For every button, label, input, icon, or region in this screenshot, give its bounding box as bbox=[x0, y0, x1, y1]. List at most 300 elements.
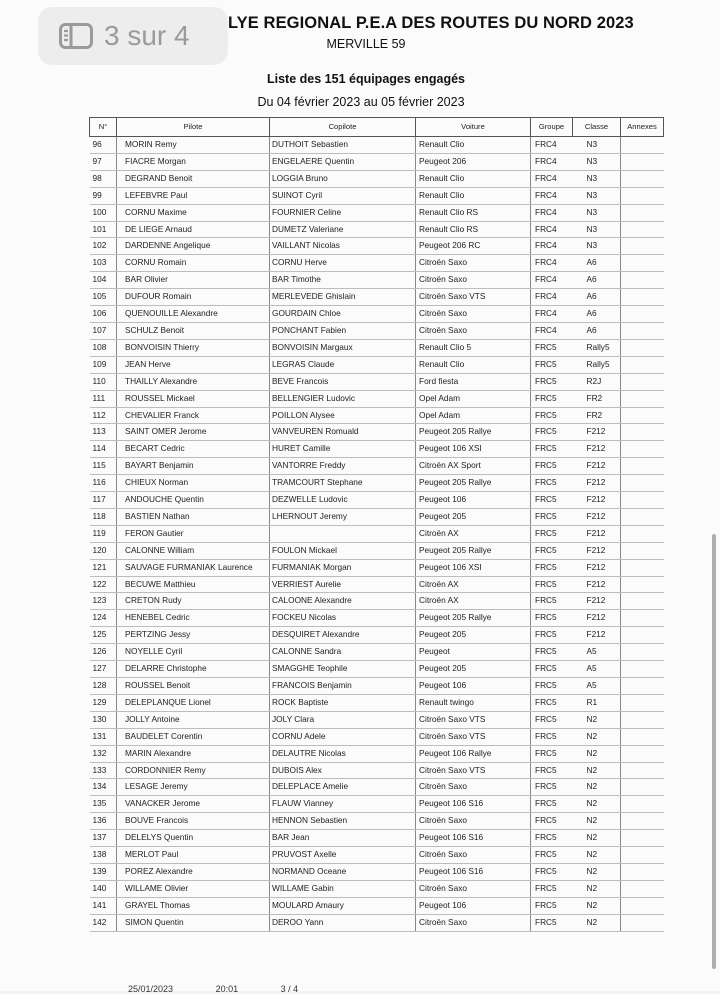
table-row bbox=[90, 441, 664, 458]
cell-copilote: MOULARD Amaury bbox=[270, 897, 416, 914]
cell-number: 107 bbox=[90, 322, 117, 339]
cell-pilote: BECART Cedric bbox=[117, 441, 270, 458]
cell-voiture: Peugeot 106 S16 bbox=[416, 830, 531, 847]
table-row bbox=[90, 238, 664, 255]
cell-annexes bbox=[621, 221, 664, 238]
table-row bbox=[90, 779, 664, 796]
cell-number: 110 bbox=[90, 373, 117, 390]
cell-copilote: NORMAND Oceane bbox=[270, 863, 416, 880]
cell-copilote bbox=[270, 525, 416, 542]
cell-copilote: PRUVOST Axelle bbox=[270, 847, 416, 864]
cell-annexes bbox=[621, 914, 664, 931]
cell-copilote: WILLAME Gabin bbox=[270, 880, 416, 897]
cell-classe: A6 bbox=[573, 272, 621, 289]
cell-number: 138 bbox=[90, 847, 117, 864]
cell-groupe: FRC5 bbox=[531, 390, 573, 407]
cell-voiture: Peugeot 106 XSI bbox=[416, 559, 531, 576]
page-indicator-badge[interactable] bbox=[38, 7, 228, 65]
cell-annexes bbox=[621, 610, 664, 627]
cell-number: 124 bbox=[90, 610, 117, 627]
cell-classe: Rally5 bbox=[573, 356, 621, 373]
cell-classe: N3 bbox=[573, 170, 621, 187]
cell-copilote: PONCHANT Fabien bbox=[270, 322, 416, 339]
table-row bbox=[90, 508, 664, 525]
cell-voiture: Citroën AX bbox=[416, 525, 531, 542]
cell-annexes bbox=[621, 170, 664, 187]
cell-voiture: Citroën Saxo VTS bbox=[416, 711, 531, 728]
cell-annexes bbox=[621, 390, 664, 407]
cell-copilote: FURMANIAK Morgan bbox=[270, 559, 416, 576]
table-row bbox=[90, 559, 664, 576]
cell-copilote: SUINOT Cyril bbox=[270, 187, 416, 204]
cell-annexes bbox=[621, 796, 664, 813]
cell-annexes bbox=[621, 678, 664, 695]
cell-pilote: NOYELLE Cyril bbox=[117, 644, 270, 661]
cell-classe: N2 bbox=[573, 880, 621, 897]
cell-classe: F212 bbox=[573, 492, 621, 509]
cell-voiture: Peugeot 205 bbox=[416, 661, 531, 678]
cell-number: 135 bbox=[90, 796, 117, 813]
table-row bbox=[90, 610, 664, 627]
cell-annexes bbox=[621, 508, 664, 525]
table-row bbox=[90, 694, 664, 711]
cell-number: 111 bbox=[90, 390, 117, 407]
cell-pilote: HENEBEL Cedric bbox=[117, 610, 270, 627]
table-row bbox=[90, 289, 664, 306]
cell-groupe: FRC5 bbox=[531, 880, 573, 897]
list-title: Liste des 151 équipages engagés bbox=[267, 72, 465, 86]
cell-number: 125 bbox=[90, 627, 117, 644]
cell-groupe: FRC5 bbox=[531, 559, 573, 576]
table-row bbox=[90, 796, 664, 813]
cell-pilote: DARDENNE Angelique bbox=[117, 238, 270, 255]
page-indicator-text: 3 sur 4 bbox=[104, 20, 190, 51]
cell-number: 127 bbox=[90, 661, 117, 678]
table-row bbox=[90, 644, 664, 661]
column-header-pilote: Pilote bbox=[117, 118, 270, 137]
table-row bbox=[90, 711, 664, 728]
cell-annexes bbox=[621, 711, 664, 728]
cell-pilote: BAYART Benjamin bbox=[117, 458, 270, 475]
cell-number: 129 bbox=[90, 694, 117, 711]
cell-voiture: Peugeot 106 S16 bbox=[416, 796, 531, 813]
footer-time: 20:01 bbox=[215, 984, 239, 994]
cell-voiture: Citroën AX bbox=[416, 576, 531, 593]
cell-groupe: FRC5 bbox=[531, 914, 573, 931]
table-row bbox=[90, 830, 664, 847]
table-row bbox=[90, 593, 664, 610]
cell-number: 99 bbox=[90, 187, 117, 204]
cell-pilote: MORIN Remy bbox=[117, 137, 270, 154]
cell-copilote: CALOONE Alexandre bbox=[270, 593, 416, 610]
cell-voiture: Citroën Saxo bbox=[416, 255, 531, 272]
cell-number: 112 bbox=[90, 407, 117, 424]
footer-page: 3 / 4 bbox=[280, 984, 299, 994]
cell-copilote: LEGRAS Claude bbox=[270, 356, 416, 373]
cell-pilote: CHIEUX Norman bbox=[117, 475, 270, 492]
cell-number: 100 bbox=[90, 204, 117, 221]
column-header-copilote: Copilote bbox=[270, 118, 416, 137]
cell-pilote: LESAGE Jeremy bbox=[117, 779, 270, 796]
table-row bbox=[90, 221, 664, 238]
cell-classe: F212 bbox=[573, 627, 621, 644]
cell-annexes bbox=[621, 728, 664, 745]
cell-classe: FR2 bbox=[573, 390, 621, 407]
cell-number: 101 bbox=[90, 221, 117, 238]
cell-annexes bbox=[621, 272, 664, 289]
cell-annexes bbox=[621, 863, 664, 880]
scrollbar[interactable] bbox=[712, 534, 716, 969]
cell-voiture: Peugeot 205 Rallye bbox=[416, 475, 531, 492]
cell-annexes bbox=[621, 289, 664, 306]
column-header-classe: Classe bbox=[573, 118, 621, 137]
cell-number: 116 bbox=[90, 475, 117, 492]
table-row bbox=[90, 576, 664, 593]
cell-classe: N3 bbox=[573, 238, 621, 255]
cell-annexes bbox=[621, 661, 664, 678]
cell-voiture: Peugeot 205 bbox=[416, 627, 531, 644]
cell-classe: A5 bbox=[573, 644, 621, 661]
cell-groupe: FRC5 bbox=[531, 593, 573, 610]
cell-number: 105 bbox=[90, 289, 117, 306]
cell-copilote: FOULON Mickael bbox=[270, 542, 416, 559]
cell-groupe: FRC5 bbox=[531, 339, 573, 356]
cell-pilote: PERTZING Jessy bbox=[117, 627, 270, 644]
cell-copilote: VANVEUREN Romuald bbox=[270, 424, 416, 441]
cell-groupe: FRC5 bbox=[531, 745, 573, 762]
cell-classe: N2 bbox=[573, 813, 621, 830]
page-footer bbox=[128, 984, 338, 994]
cell-groupe: FRC4 bbox=[531, 289, 573, 306]
cell-number: 134 bbox=[90, 779, 117, 796]
cell-classe: N3 bbox=[573, 204, 621, 221]
cell-number: 113 bbox=[90, 424, 117, 441]
cell-pilote: CORNU Romain bbox=[117, 255, 270, 272]
cell-groupe: FRC5 bbox=[531, 830, 573, 847]
table-row bbox=[90, 424, 664, 441]
table-row bbox=[90, 339, 664, 356]
cell-classe: A6 bbox=[573, 306, 621, 323]
cell-copilote: TRAMCOURT Stephane bbox=[270, 475, 416, 492]
cell-voiture: Peugeot 206 bbox=[416, 153, 531, 170]
cell-number: 141 bbox=[90, 897, 117, 914]
table-row bbox=[90, 492, 664, 509]
cell-number: 108 bbox=[90, 339, 117, 356]
cell-copilote: MERLEVEDE Ghislain bbox=[270, 289, 416, 306]
cell-classe: F212 bbox=[573, 458, 621, 475]
cell-pilote: CORNU Maxime bbox=[117, 204, 270, 221]
cell-annexes bbox=[621, 762, 664, 779]
table-header-row bbox=[90, 118, 664, 137]
cell-classe: N2 bbox=[573, 762, 621, 779]
cell-number: 106 bbox=[90, 306, 117, 323]
cell-voiture: Peugeot 106 bbox=[416, 897, 531, 914]
cell-copilote: SMAGGHE Teophile bbox=[270, 661, 416, 678]
table-row bbox=[90, 813, 664, 830]
cell-voiture: Peugeot bbox=[416, 644, 531, 661]
cell-number: 115 bbox=[90, 458, 117, 475]
cell-copilote: JOLY Clara bbox=[270, 711, 416, 728]
cell-groupe: FRC5 bbox=[531, 356, 573, 373]
cell-number: 121 bbox=[90, 559, 117, 576]
cell-classe: A5 bbox=[573, 678, 621, 695]
cell-groupe: FRC4 bbox=[531, 272, 573, 289]
cell-groupe: FRC5 bbox=[531, 711, 573, 728]
cell-groupe: FRC5 bbox=[531, 373, 573, 390]
cell-annexes bbox=[621, 373, 664, 390]
cell-groupe: FRC5 bbox=[531, 779, 573, 796]
cell-pilote: LEFEBVRE Paul bbox=[117, 187, 270, 204]
cell-classe: N2 bbox=[573, 847, 621, 864]
cell-pilote: ANDOUCHE Quentin bbox=[117, 492, 270, 509]
cell-classe: F212 bbox=[573, 593, 621, 610]
cell-voiture: Peugeot 206 RC bbox=[416, 238, 531, 255]
cell-number: 118 bbox=[90, 508, 117, 525]
cell-copilote: BAR Timothe bbox=[270, 272, 416, 289]
cell-copilote: LHERNOUT Jeremy bbox=[270, 508, 416, 525]
cell-number: 122 bbox=[90, 576, 117, 593]
cell-voiture: Renault Clio bbox=[416, 356, 531, 373]
cell-annexes bbox=[621, 356, 664, 373]
cell-copilote: CORNU Adele bbox=[270, 728, 416, 745]
cell-pilote: BONVOISIN Thierry bbox=[117, 339, 270, 356]
table-row bbox=[90, 847, 664, 864]
cell-voiture: Renault Clio RS bbox=[416, 221, 531, 238]
cell-classe: A6 bbox=[573, 255, 621, 272]
cell-annexes bbox=[621, 492, 664, 509]
cell-annexes bbox=[621, 897, 664, 914]
cell-voiture: Citroën Saxo bbox=[416, 914, 531, 931]
cell-classe: N2 bbox=[573, 796, 621, 813]
cell-pilote: SAUVAGE FURMANIAK Laurence bbox=[117, 559, 270, 576]
cell-classe: N2 bbox=[573, 863, 621, 880]
cell-voiture: Citroën Saxo bbox=[416, 306, 531, 323]
table-row bbox=[90, 322, 664, 339]
cell-copilote: BEVE Francois bbox=[270, 373, 416, 390]
cell-voiture: Renault twingo bbox=[416, 694, 531, 711]
cell-classe: F212 bbox=[573, 475, 621, 492]
cell-annexes bbox=[621, 525, 664, 542]
cell-voiture: Citroën AX Sport bbox=[416, 458, 531, 475]
cell-number: 142 bbox=[90, 914, 117, 931]
cell-voiture: Renault Clio RS bbox=[416, 204, 531, 221]
cell-groupe: FRC5 bbox=[531, 508, 573, 525]
cell-pilote: THAILLY Alexandre bbox=[117, 373, 270, 390]
cell-annexes bbox=[621, 830, 664, 847]
cell-annexes bbox=[621, 204, 664, 221]
cell-groupe: FRC5 bbox=[531, 728, 573, 745]
cell-pilote: BOUVE Francois bbox=[117, 813, 270, 830]
cell-voiture: Peugeot 106 XSI bbox=[416, 441, 531, 458]
cell-groupe: FRC5 bbox=[531, 475, 573, 492]
cell-groupe: FRC5 bbox=[531, 458, 573, 475]
cell-number: 132 bbox=[90, 745, 117, 762]
cell-annexes bbox=[621, 322, 664, 339]
cell-voiture: Renault Clio 5 bbox=[416, 339, 531, 356]
cell-number: 114 bbox=[90, 441, 117, 458]
cell-voiture: Renault Clio bbox=[416, 187, 531, 204]
column-header-annexes: Annexes bbox=[621, 118, 664, 137]
cell-voiture: Opel Adam bbox=[416, 390, 531, 407]
table-row bbox=[90, 373, 664, 390]
cell-pilote: MERLOT Paul bbox=[117, 847, 270, 864]
cell-pilote: ROUSSEL Mickael bbox=[117, 390, 270, 407]
cell-annexes bbox=[621, 542, 664, 559]
table-row bbox=[90, 356, 664, 373]
cell-pilote: DELEPLANQUE Lionel bbox=[117, 694, 270, 711]
table-row bbox=[90, 880, 664, 897]
cell-pilote: DELARRE Christophe bbox=[117, 661, 270, 678]
table-row bbox=[90, 255, 664, 272]
cell-number: 139 bbox=[90, 863, 117, 880]
cell-classe: A5 bbox=[573, 661, 621, 678]
table-row bbox=[90, 897, 664, 914]
cell-classe: N2 bbox=[573, 914, 621, 931]
cell-classe: A6 bbox=[573, 289, 621, 306]
cell-pilote: CORDONNIER Remy bbox=[117, 762, 270, 779]
cell-pilote: DELELYS Quentin bbox=[117, 830, 270, 847]
cell-number: 97 bbox=[90, 153, 117, 170]
cell-groupe: FRC5 bbox=[531, 525, 573, 542]
cell-pilote: SAINT OMER Jerome bbox=[117, 424, 270, 441]
cell-voiture: Peugeot 205 bbox=[416, 508, 531, 525]
cell-classe: R1 bbox=[573, 694, 621, 711]
cell-number: 123 bbox=[90, 593, 117, 610]
cell-voiture: Peugeot 106 bbox=[416, 492, 531, 509]
cell-copilote: HENNON Sebastien bbox=[270, 813, 416, 830]
cell-number: 136 bbox=[90, 813, 117, 830]
cell-classe: F212 bbox=[573, 508, 621, 525]
cell-voiture: Renault Clio bbox=[416, 170, 531, 187]
cell-groupe: FRC4 bbox=[531, 170, 573, 187]
cell-pilote: FERON Gautier bbox=[117, 525, 270, 542]
table-row bbox=[90, 204, 664, 221]
cell-groupe: FRC4 bbox=[531, 322, 573, 339]
cell-number: 133 bbox=[90, 762, 117, 779]
cell-groupe: FRC4 bbox=[531, 137, 573, 154]
page-title: LYE REGIONAL P.E.A DES ROUTES DU NORD 2023 bbox=[228, 14, 634, 32]
cell-voiture: Peugeot 106 bbox=[416, 678, 531, 695]
cell-number: 96 bbox=[90, 137, 117, 154]
cell-copilote: CORNU Herve bbox=[270, 255, 416, 272]
cell-copilote: LOGGIA Bruno bbox=[270, 170, 416, 187]
cell-voiture: Citroën Saxo bbox=[416, 779, 531, 796]
cell-annexes bbox=[621, 255, 664, 272]
cell-annexes bbox=[621, 627, 664, 644]
cell-pilote: ROUSSEL Benoit bbox=[117, 678, 270, 695]
cell-annexes bbox=[621, 153, 664, 170]
cell-number: 131 bbox=[90, 728, 117, 745]
cell-groupe: FRC5 bbox=[531, 424, 573, 441]
cell-copilote: DELAUTRE Nicolas bbox=[270, 745, 416, 762]
cell-copilote: DESQUIRET Alexandre bbox=[270, 627, 416, 644]
cell-voiture: Citroën Saxo bbox=[416, 847, 531, 864]
cell-pilote: BAR Olivier bbox=[117, 272, 270, 289]
cell-voiture: Peugeot 106 Rallye bbox=[416, 745, 531, 762]
cell-copilote: DEZWELLE Ludovic bbox=[270, 492, 416, 509]
cell-voiture: Citroën Saxo VTS bbox=[416, 728, 531, 745]
cell-copilote: BAR Jean bbox=[270, 830, 416, 847]
table-row bbox=[90, 863, 664, 880]
cell-annexes bbox=[621, 475, 664, 492]
cell-annexes bbox=[621, 137, 664, 154]
cell-classe: N2 bbox=[573, 745, 621, 762]
cell-number: 104 bbox=[90, 272, 117, 289]
cell-number: 130 bbox=[90, 711, 117, 728]
cell-voiture: Ford fiesta bbox=[416, 373, 531, 390]
cell-classe: A6 bbox=[573, 322, 621, 339]
table-row bbox=[90, 272, 664, 289]
cell-copilote: GOURDAIN Chloe bbox=[270, 306, 416, 323]
cell-copilote: VAILLANT Nicolas bbox=[270, 238, 416, 255]
cell-classe: FR2 bbox=[573, 407, 621, 424]
cell-classe: F212 bbox=[573, 525, 621, 542]
cell-annexes bbox=[621, 576, 664, 593]
cell-pilote: DEGRAND Benoit bbox=[117, 170, 270, 187]
table-row bbox=[90, 627, 664, 644]
cell-groupe: FRC4 bbox=[531, 187, 573, 204]
cell-classe: R2J bbox=[573, 373, 621, 390]
page-subtitle: MERVILLE 59 bbox=[326, 37, 406, 51]
cell-classe: N2 bbox=[573, 897, 621, 914]
cell-pilote: MARIN Alexandre bbox=[117, 745, 270, 762]
cell-copilote: BONVOISIN Margaux bbox=[270, 339, 416, 356]
cell-groupe: FRC5 bbox=[531, 762, 573, 779]
cell-annexes bbox=[621, 880, 664, 897]
cell-copilote: ENGELAERE Quentin bbox=[270, 153, 416, 170]
cell-pilote: POREZ Alexandre bbox=[117, 863, 270, 880]
cell-classe: N2 bbox=[573, 830, 621, 847]
table-row bbox=[90, 661, 664, 678]
cell-number: 103 bbox=[90, 255, 117, 272]
cell-classe: Rally5 bbox=[573, 339, 621, 356]
cell-groupe: FRC5 bbox=[531, 407, 573, 424]
cell-annexes bbox=[621, 813, 664, 830]
cell-classe: N3 bbox=[573, 221, 621, 238]
cell-number: 117 bbox=[90, 492, 117, 509]
cell-pilote: SIMON Quentin bbox=[117, 914, 270, 931]
cell-groupe: FRC4 bbox=[531, 204, 573, 221]
cell-annexes bbox=[621, 644, 664, 661]
cell-groupe: FRC5 bbox=[531, 661, 573, 678]
cell-classe: N2 bbox=[573, 711, 621, 728]
cell-pilote: VANACKER Jerome bbox=[117, 796, 270, 813]
table-row bbox=[90, 187, 664, 204]
cell-copilote: CALONNE Sandra bbox=[270, 644, 416, 661]
cell-pilote: JEAN Herve bbox=[117, 356, 270, 373]
cell-pilote: CHEVALIER Franck bbox=[117, 407, 270, 424]
cell-annexes bbox=[621, 779, 664, 796]
cell-annexes bbox=[621, 424, 664, 441]
cell-number: 128 bbox=[90, 678, 117, 695]
cell-voiture: Citroën Saxo VTS bbox=[416, 762, 531, 779]
cell-number: 102 bbox=[90, 238, 117, 255]
cell-voiture: Opel Adam bbox=[416, 407, 531, 424]
cell-annexes bbox=[621, 187, 664, 204]
table-row bbox=[90, 390, 664, 407]
cell-annexes bbox=[621, 306, 664, 323]
cell-voiture: Citroën Saxo bbox=[416, 880, 531, 897]
cell-classe: N2 bbox=[573, 779, 621, 796]
cell-pilote: QUENOUILLE Alexandre bbox=[117, 306, 270, 323]
cell-voiture: Peugeot 205 Rallye bbox=[416, 610, 531, 627]
cell-voiture: Citroën Saxo VTS bbox=[416, 289, 531, 306]
table-body bbox=[90, 137, 664, 932]
cell-pilote: BECUWE Matthieu bbox=[117, 576, 270, 593]
cell-annexes bbox=[621, 441, 664, 458]
cell-annexes bbox=[621, 407, 664, 424]
table-row bbox=[90, 306, 664, 323]
